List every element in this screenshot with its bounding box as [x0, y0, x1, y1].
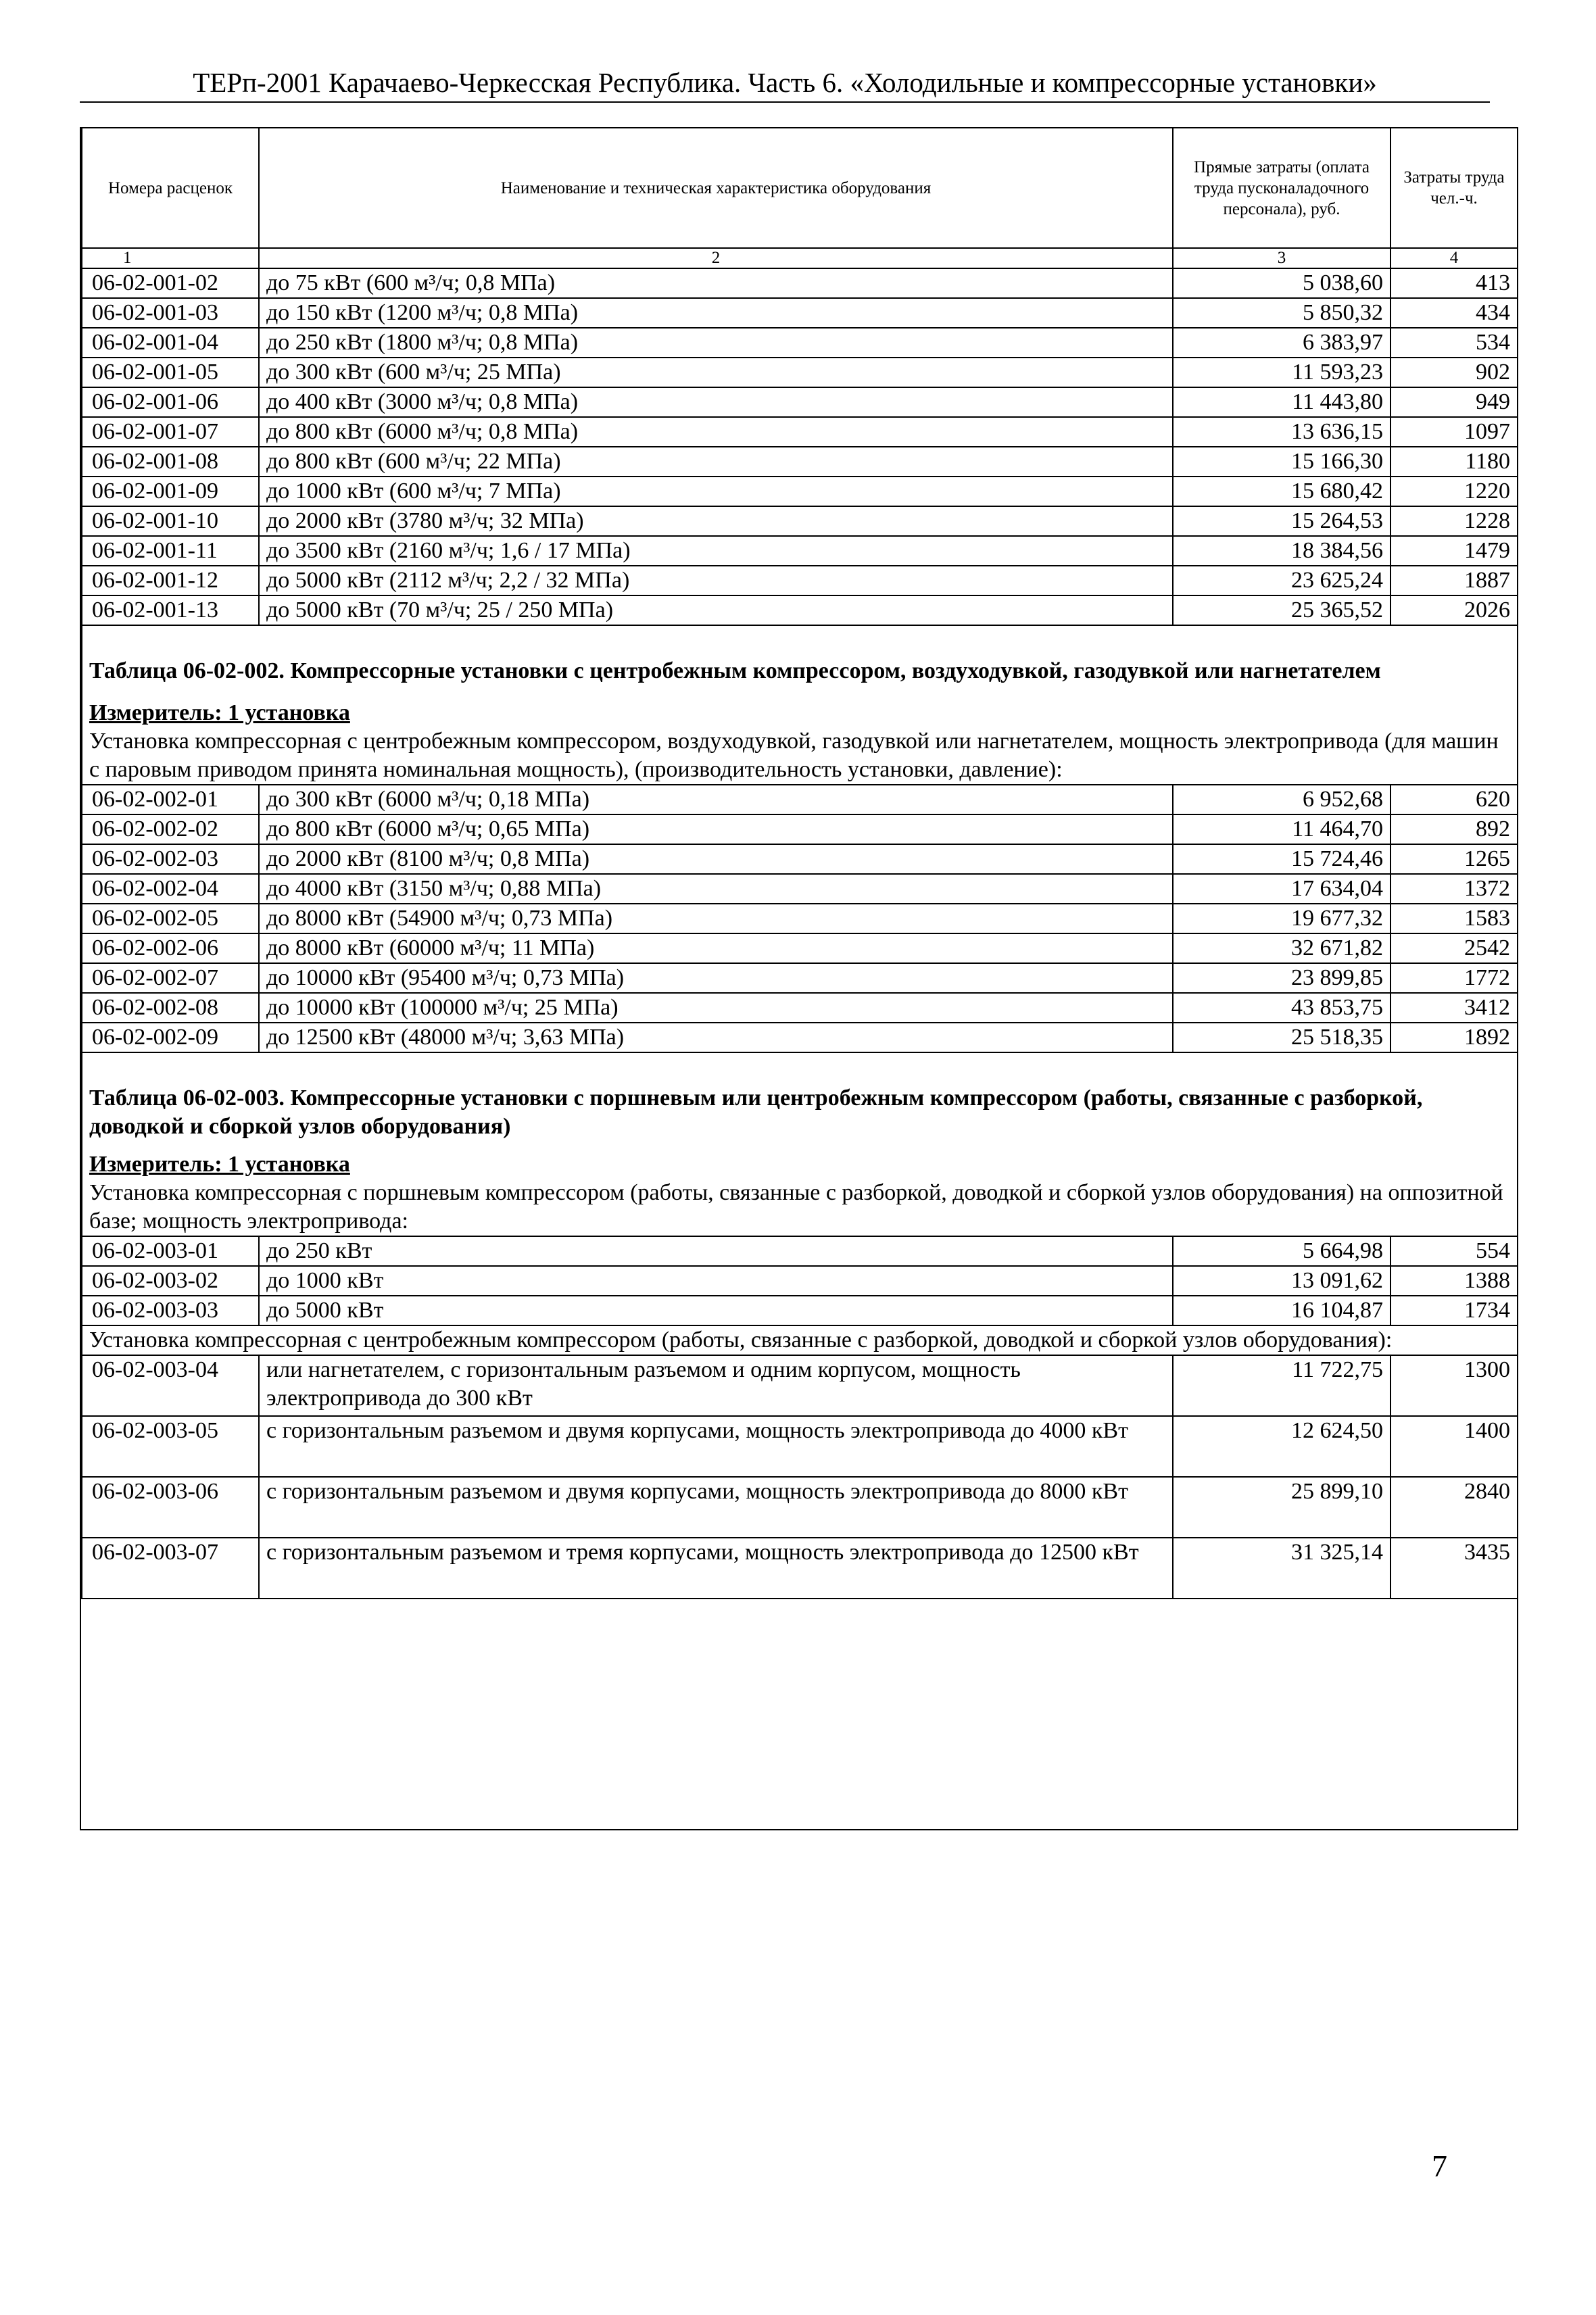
rate-code: 06-02-002-04 — [82, 874, 259, 904]
direct-cost: 11 593,23 — [1173, 358, 1391, 387]
labor-cost: 1772 — [1391, 963, 1518, 993]
rate-code: 06-02-001-13 — [82, 595, 259, 625]
table-row — [82, 1538, 1518, 1599]
direct-cost: 15 166,30 — [1173, 447, 1391, 477]
table-title-002: Таблица 06-02-002. Компрессорные установки с центробежным компрессором, воздуходувкой, газодувкой или нагнетателем — [82, 657, 1518, 685]
rate-code: 06-02-001-09 — [82, 477, 259, 506]
page-number: 7 — [1432, 2149, 1447, 2183]
rate-code: 06-02-001-07 — [82, 417, 259, 447]
equipment-name: до 8000 кВт (60000 м³/ч; 11 МПа) — [259, 933, 1173, 963]
table-row — [82, 1477, 1518, 1538]
direct-cost: 23 625,24 — [1173, 566, 1391, 595]
labor-cost: 1734 — [1391, 1296, 1518, 1325]
table-row — [82, 993, 1518, 1023]
table-row — [82, 1296, 1518, 1325]
direct-cost: 5 850,32 — [1173, 298, 1391, 328]
labor-cost: 1220 — [1391, 477, 1518, 506]
labor-cost: 1228 — [1391, 506, 1518, 536]
direct-cost: 13 636,15 — [1173, 417, 1391, 447]
equipment-name: до 8000 кВт (54900 м³/ч; 0,73 МПа) — [259, 904, 1173, 933]
labor-cost: 1892 — [1391, 1023, 1518, 1052]
table-row — [82, 595, 1518, 625]
labor-cost: 902 — [1391, 358, 1518, 387]
table-row — [82, 328, 1518, 358]
labor-cost: 1300 — [1391, 1355, 1518, 1416]
labor-cost: 1583 — [1391, 904, 1518, 933]
rate-code: 06-02-001-10 — [82, 506, 259, 536]
rate-code: 06-02-001-03 — [82, 298, 259, 328]
rate-code: 06-02-002-07 — [82, 963, 259, 993]
rate-code: 06-02-002-06 — [82, 933, 259, 963]
col-index-1: 1 — [82, 248, 259, 268]
table-row — [82, 417, 1518, 447]
equipment-name: до 3500 кВт (2160 м³/ч; 1,6 / 17 МПа) — [259, 536, 1173, 566]
description-002: Установка компрессорная с центробежным компрессором, воздуходувкой, газодувкой или нагнетателем, мощность электропривода (для машин с паровым приводом принята номинальная мощность), (производительность установки, давление): — [82, 727, 1518, 785]
direct-cost: 15 680,42 — [1173, 477, 1391, 506]
direct-cost: 11 464,70 — [1173, 814, 1391, 844]
labor-cost: 1400 — [1391, 1416, 1518, 1477]
table-row — [82, 1266, 1518, 1296]
header-codes: Номера расценок — [82, 128, 259, 248]
labor-cost: 3435 — [1391, 1538, 1518, 1599]
direct-cost: 31 325,14 — [1173, 1538, 1391, 1599]
equipment-name: до 5000 кВт (70 м³/ч; 25 / 250 МПа) — [259, 595, 1173, 625]
header-cost: Прямые затраты (оплата труда пусконаладочного персонала), руб. — [1173, 128, 1391, 248]
price-table — [81, 127, 1518, 1599]
equipment-name: до 1000 кВт — [259, 1266, 1173, 1296]
table-row — [82, 814, 1518, 844]
table-row — [82, 477, 1518, 506]
rate-code: 06-02-003-06 — [82, 1477, 259, 1538]
measure-003-row — [82, 1141, 1518, 1179]
rate-code: 06-02-001-05 — [82, 358, 259, 387]
rate-code: 06-02-001-02 — [82, 268, 259, 298]
table-row — [82, 1236, 1518, 1266]
equipment-name: до 150 кВт (1200 м³/ч; 0,8 МПа) — [259, 298, 1173, 328]
table-row — [82, 874, 1518, 904]
labor-cost: 3412 — [1391, 993, 1518, 1023]
page-header: ТЕРп-2001 Карачаево-Черкесская Республика. Часть 6. «Холодильные и компрессорные установки» — [80, 65, 1490, 103]
rate-code: 06-02-001-06 — [82, 387, 259, 417]
rate-code: 06-02-002-03 — [82, 844, 259, 874]
header-name: Наименование и техническая характеристика оборудования — [259, 128, 1173, 248]
table-row — [82, 268, 1518, 298]
rate-code: 06-02-002-02 — [82, 814, 259, 844]
rate-code: 06-02-003-02 — [82, 1266, 259, 1296]
labor-cost: 1388 — [1391, 1266, 1518, 1296]
rate-code: 06-02-002-08 — [82, 993, 259, 1023]
measure-002-row — [82, 685, 1518, 727]
equipment-name: до 5000 кВт (2112 м³/ч; 2,2 / 32 МПа) — [259, 566, 1173, 595]
equipment-name: до 800 кВт (6000 м³/ч; 0,65 МПа) — [259, 814, 1173, 844]
table-row — [82, 298, 1518, 328]
labor-cost: 413 — [1391, 268, 1518, 298]
price-sheet — [80, 127, 1518, 1830]
rate-code: 06-02-003-04 — [82, 1355, 259, 1416]
spacer — [82, 625, 1518, 657]
table-row — [82, 963, 1518, 993]
direct-cost: 15 264,53 — [1173, 506, 1391, 536]
table-row — [82, 785, 1518, 814]
labor-cost: 554 — [1391, 1236, 1518, 1266]
labor-cost: 1097 — [1391, 417, 1518, 447]
equipment-name: с горизонтальным разъемом и двумя корпусами, мощность электропривода до 8000 кВт — [259, 1477, 1173, 1538]
table-title-003: Таблица 06-02-003. Компрессорные установки с поршневым или центробежным компрессором (работы, связанные с разборкой, доводкой и сборкой узлов оборудования) — [82, 1084, 1518, 1141]
direct-cost: 12 624,50 — [1173, 1416, 1391, 1477]
labor-cost: 1372 — [1391, 874, 1518, 904]
table-row — [82, 536, 1518, 566]
labor-cost: 534 — [1391, 328, 1518, 358]
equipment-name: до 1000 кВт (600 м³/ч; 7 МПа) — [259, 477, 1173, 506]
rate-code: 06-02-002-05 — [82, 904, 259, 933]
measure-002: Измеритель: 1 установка — [82, 685, 1518, 727]
table-row — [82, 933, 1518, 963]
equipment-name: с горизонтальным разъемом и тремя корпусами, мощность электропривода до 12500 кВт — [259, 1538, 1173, 1599]
equipment-name: до 4000 кВт (3150 м³/ч; 0,88 МПа) — [259, 874, 1173, 904]
labor-cost: 949 — [1391, 387, 1518, 417]
table-row — [82, 387, 1518, 417]
equipment-name: до 300 кВт (600 м³/ч; 25 МПа) — [259, 358, 1173, 387]
description-003-piston: Установка компрессорная с поршневым компрессором (работы, связанные с разборкой, доводкой и сборкой узлов оборудования) на оппозитной базе; мощность электропривода: — [82, 1179, 1518, 1236]
equipment-name: до 400 кВт (3000 м³/ч; 0,8 МПа) — [259, 387, 1173, 417]
table-row — [82, 1416, 1518, 1477]
col-index-2: 2 — [259, 248, 1173, 268]
direct-cost: 32 671,82 — [1173, 933, 1391, 963]
direct-cost: 15 724,46 — [1173, 844, 1391, 874]
equipment-name: или нагнетателем, с горизонтальным разъемом и одним корпусом, мощность электропривода до 300 кВт — [259, 1355, 1173, 1416]
table-row — [82, 904, 1518, 933]
rate-code: 06-02-001-08 — [82, 447, 259, 477]
table-row — [82, 358, 1518, 387]
equipment-name: до 250 кВт (1800 м³/ч; 0,8 МПа) — [259, 328, 1173, 358]
rate-code: 06-02-003-03 — [82, 1296, 259, 1325]
rate-code: 06-02-003-01 — [82, 1236, 259, 1266]
description-003-centrifugal: Установка компрессорная с центробежным компрессором (работы, связанные с разборкой, доводкой и сборкой узлов оборудования): — [82, 1325, 1518, 1355]
column-index-row — [82, 248, 1518, 268]
description-002-row — [82, 727, 1518, 785]
direct-cost: 18 384,56 — [1173, 536, 1391, 566]
table-row — [82, 566, 1518, 595]
table-row — [82, 447, 1518, 477]
labor-cost: 2840 — [1391, 1477, 1518, 1538]
spacer — [82, 1052, 1518, 1084]
measure-003: Измеритель: 1 установка — [82, 1141, 1518, 1179]
col-index-4: 4 — [1391, 248, 1518, 268]
spacer-row — [82, 625, 1518, 657]
equipment-name: с горизонтальным разъемом и двумя корпусами, мощность электропривода до 4000 кВт — [259, 1416, 1173, 1477]
equipment-name: до 10000 кВт (100000 м³/ч; 25 МПа) — [259, 993, 1173, 1023]
labor-cost: 1479 — [1391, 536, 1518, 566]
direct-cost: 5 038,60 — [1173, 268, 1391, 298]
direct-cost: 11 443,80 — [1173, 387, 1391, 417]
table-row — [82, 844, 1518, 874]
description-003-centrifugal-row — [82, 1325, 1518, 1355]
direct-cost: 19 677,32 — [1173, 904, 1391, 933]
table-title-002-row — [82, 657, 1518, 685]
direct-cost: 6 952,68 — [1173, 785, 1391, 814]
equipment-name: до 800 кВт (6000 м³/ч; 0,8 МПа) — [259, 417, 1173, 447]
equipment-name: до 2000 кВт (8100 м³/ч; 0,8 МПа) — [259, 844, 1173, 874]
col-index-3: 3 — [1173, 248, 1391, 268]
table-header-row — [82, 128, 1518, 248]
header-labor: Затраты труда чел.-ч. — [1391, 128, 1518, 248]
equipment-name: до 250 кВт — [259, 1236, 1173, 1266]
equipment-name: до 800 кВт (600 м³/ч; 22 МПа) — [259, 447, 1173, 477]
direct-cost: 5 664,98 — [1173, 1236, 1391, 1266]
direct-cost: 11 722,75 — [1173, 1355, 1391, 1416]
labor-cost: 620 — [1391, 785, 1518, 814]
rate-code: 06-02-002-09 — [82, 1023, 259, 1052]
labor-cost: 1887 — [1391, 566, 1518, 595]
labor-cost: 892 — [1391, 814, 1518, 844]
equipment-name: до 75 кВт (600 м³/ч; 0,8 МПа) — [259, 268, 1173, 298]
table-row — [82, 1355, 1518, 1416]
spacer-row — [82, 1052, 1518, 1084]
direct-cost: 25 899,10 — [1173, 1477, 1391, 1538]
table-title-003-row — [82, 1084, 1518, 1141]
rate-code: 06-02-001-12 — [82, 566, 259, 595]
labor-cost: 1265 — [1391, 844, 1518, 874]
table-row — [82, 506, 1518, 536]
direct-cost: 16 104,87 — [1173, 1296, 1391, 1325]
rate-code: 06-02-001-04 — [82, 328, 259, 358]
rate-code: 06-02-003-05 — [82, 1416, 259, 1477]
equipment-name: до 10000 кВт (95400 м³/ч; 0,73 МПа) — [259, 963, 1173, 993]
direct-cost: 17 634,04 — [1173, 874, 1391, 904]
equipment-name: до 2000 кВт (3780 м³/ч; 32 МПа) — [259, 506, 1173, 536]
direct-cost: 43 853,75 — [1173, 993, 1391, 1023]
direct-cost: 23 899,85 — [1173, 963, 1391, 993]
labor-cost: 1180 — [1391, 447, 1518, 477]
direct-cost: 13 091,62 — [1173, 1266, 1391, 1296]
labor-cost: 2542 — [1391, 933, 1518, 963]
rate-code: 06-02-001-11 — [82, 536, 259, 566]
labor-cost: 434 — [1391, 298, 1518, 328]
labor-cost: 2026 — [1391, 595, 1518, 625]
equipment-name: до 300 кВт (6000 м³/ч; 0,18 МПа) — [259, 785, 1173, 814]
equipment-name: до 12500 кВт (48000 м³/ч; 3,63 МПа) — [259, 1023, 1173, 1052]
table-row — [82, 1023, 1518, 1052]
description-003-piston-row — [82, 1179, 1518, 1236]
rate-code: 06-02-002-01 — [82, 785, 259, 814]
direct-cost: 25 518,35 — [1173, 1023, 1391, 1052]
direct-cost: 25 365,52 — [1173, 595, 1391, 625]
equipment-name: до 5000 кВт — [259, 1296, 1173, 1325]
direct-cost: 6 383,97 — [1173, 328, 1391, 358]
rate-code: 06-02-003-07 — [82, 1538, 259, 1599]
